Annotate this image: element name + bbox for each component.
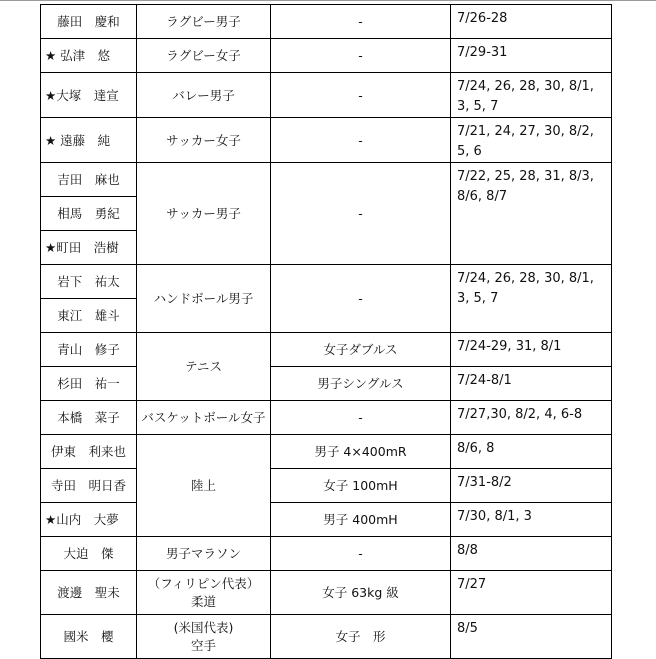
athlete-name: 本橋 菜子	[41, 401, 137, 435]
dates-cell: 7/22, 25, 28, 31, 8/3, 8/6, 8/7	[451, 163, 612, 265]
athlete-schedule-table	[40, 4, 612, 659]
athlete-name: ★大塚 達宣	[41, 73, 137, 118]
athlete-name: 吉田 麻也	[41, 163, 137, 197]
athlete-name: ★ 遠藤 純	[41, 118, 137, 163]
sport-cell: サッカー女子	[137, 118, 271, 163]
dates-cell: 7/27,30, 8/2, 4, 6-8	[451, 401, 612, 435]
table-row	[41, 39, 612, 73]
sport-cell	[137, 615, 271, 659]
sport-name: 空手	[190, 637, 216, 653]
table-row	[41, 615, 612, 659]
sport-name: 柔道	[190, 593, 216, 609]
sport-affiliation: (米国代表)	[173, 619, 234, 635]
athlete-name: 相馬 勇紀	[41, 197, 137, 231]
dates-cell: 8/8	[451, 537, 612, 571]
athlete-name: 渡邊 聖未	[41, 571, 137, 615]
dates-cell: 7/31-8/2	[451, 469, 612, 503]
table-row	[41, 469, 612, 503]
table-row	[41, 367, 612, 401]
dates-cell: 7/24-8/1	[451, 367, 612, 401]
sport-cell: ラグビー女子	[137, 39, 271, 73]
dates-cell: 7/24, 26, 28, 30, 8/1, 3, 5, 7	[451, 73, 612, 118]
athlete-name: 大迫 傑	[41, 537, 137, 571]
dates-cell: 8/5	[451, 615, 612, 659]
athlete-name: 藤田 慶和	[41, 5, 137, 39]
dates-cell: 7/26-28	[451, 5, 612, 39]
athlete-name: 杉田 祐一	[41, 367, 137, 401]
table-row	[41, 5, 612, 39]
athlete-name: ★町田 浩樹	[41, 231, 137, 265]
event-cell: 女子 100mH	[271, 469, 451, 503]
sport-cell: サッカー男子	[137, 163, 271, 265]
sport-cell: バスケットボール女子	[137, 401, 271, 435]
athlete-name: ★ 弘津 悠	[41, 39, 137, 73]
table-row	[41, 503, 612, 537]
event-cell: 女子 形	[271, 615, 451, 659]
event-cell: 女子 63kg 級	[271, 571, 451, 615]
sport-cell: 男子マラソン	[137, 537, 271, 571]
event-cell: 男子 400mH	[271, 503, 451, 537]
table-row	[41, 163, 612, 197]
table-row	[41, 435, 612, 469]
sport-cell: ハンドボール男子	[137, 265, 271, 333]
athlete-name: 伊東 利来也	[41, 435, 137, 469]
dates-cell: 7/29-31	[451, 39, 612, 73]
table-row	[41, 571, 612, 615]
athlete-name: ★山内 大夢	[41, 503, 137, 537]
event-cell: 男子シングルス	[271, 367, 451, 401]
event-cell: -	[271, 118, 451, 163]
dates-cell: 8/6, 8	[451, 435, 612, 469]
athlete-name: 東江 雄斗	[41, 299, 137, 333]
dates-cell: 7/24, 26, 28, 30, 8/1, 3, 5, 7	[451, 265, 612, 333]
sport-cell: 陸上	[137, 435, 271, 537]
event-cell: -	[271, 163, 451, 265]
sport-cell: ラグビー男子	[137, 5, 271, 39]
event-cell: -	[271, 401, 451, 435]
event-cell: 女子ダブルス	[271, 333, 451, 367]
sport-cell	[137, 571, 271, 615]
event-cell: 男子 4×400mR	[271, 435, 451, 469]
event-cell: -	[271, 265, 451, 333]
dates-cell: 7/27	[451, 571, 612, 615]
athlete-name: 寺田 明日香	[41, 469, 137, 503]
athlete-name: 青山 修子	[41, 333, 137, 367]
sport-cell: テニス	[137, 333, 271, 401]
table-row	[41, 73, 612, 118]
table-row	[41, 118, 612, 163]
top-rule	[0, 0, 656, 1]
table-row	[41, 537, 612, 571]
event-cell: -	[271, 537, 451, 571]
athlete-name: 國米 櫻	[41, 615, 137, 659]
sport-cell: バレー男子	[137, 73, 271, 118]
event-cell: -	[271, 39, 451, 73]
dates-cell: 7/24-29, 31, 8/1	[451, 333, 612, 367]
athlete-name: 岩下 祐太	[41, 265, 137, 299]
sport-affiliation: （フィリピン代表）	[147, 575, 260, 591]
table-row	[41, 401, 612, 435]
dates-cell: 7/30, 8/1, 3	[451, 503, 612, 537]
event-cell: -	[271, 73, 451, 118]
dates-cell: 7/21, 24, 27, 30, 8/2, 5, 6	[451, 118, 612, 163]
table-row	[41, 265, 612, 299]
event-cell: -	[271, 5, 451, 39]
table-row	[41, 333, 612, 367]
